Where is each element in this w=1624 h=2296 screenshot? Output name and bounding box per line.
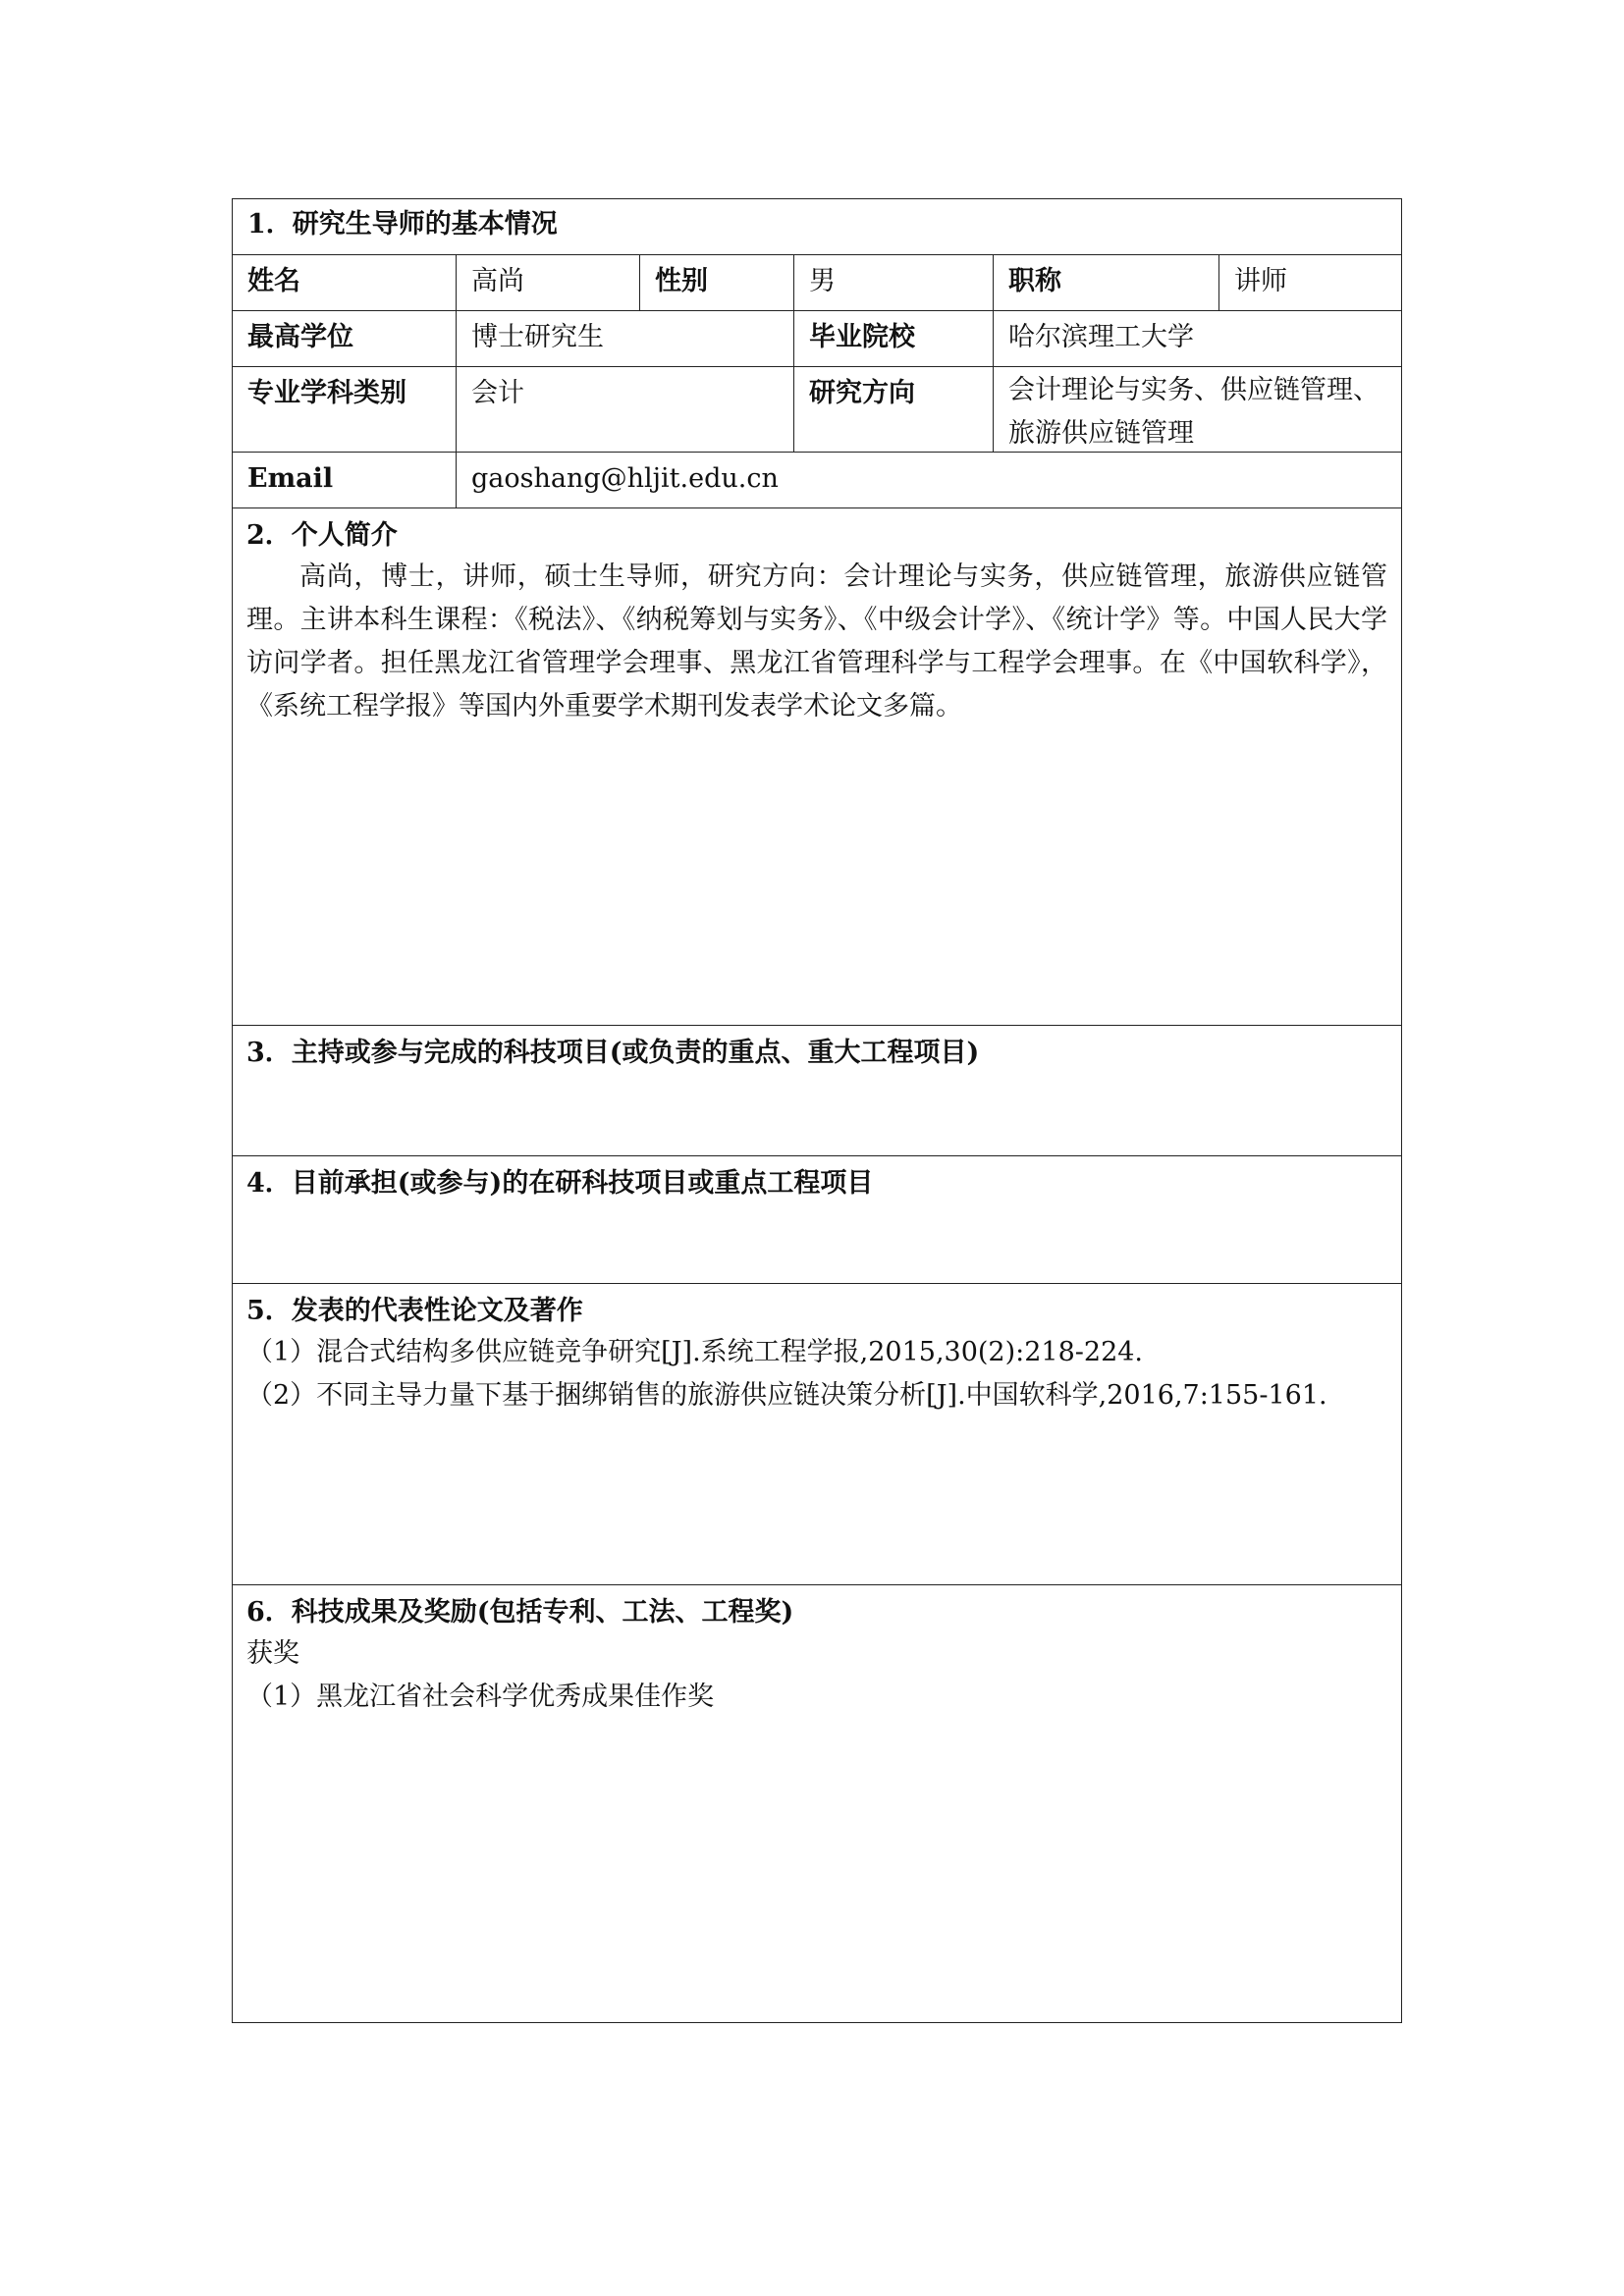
rank-value: 讲师 [1218,255,1401,310]
school-label: 毕业院校 [793,311,993,366]
discipline-label: 专业学科类别 [247,378,406,408]
school-value: 哈尔滨理工大学 [993,311,1401,366]
bio-section [233,507,1401,1025]
research-value: 会计理论与实务、供应链管理、旅游供应链管理 [993,367,1401,452]
email-label: Email [247,463,334,494]
degree-row [233,310,1401,366]
name-value: 高尚 [456,255,639,310]
research-label: 研究方向 [793,367,993,452]
degree-label: 最高学位 [247,322,353,352]
profile-form-table [232,198,1402,2023]
discipline-value: 会计 [456,367,793,452]
awards-title: 6．科技成果及奖励(包括专利、工法、工程奖) [246,1597,794,1628]
email-row [233,452,1401,507]
gender-label: 性别 [639,255,793,310]
paper-item: （1）混合式结构多供应链竞争研究[J].系统工程学报,2015,30(2):218-224. [246,1337,1144,1367]
discipline-row [233,366,1401,452]
paper-item: （2）不同主导力量下基于捆绑销售的旅游供应链决策分析[J].中国软科学,2016,7:155-161. [246,1380,1327,1411]
gender-value: 男 [793,255,993,310]
bio-title: 2．个人简介 [246,520,398,551]
basic-info-title-row [233,199,1401,254]
award-item: （1）黑龙江省社会科学优秀成果佳作奖 [246,1682,715,1712]
name-label: 姓名 [247,266,300,296]
completed-projects-title: 3．主持或参与完成的科技项目(或负责的重点、重大工程项目) [246,1038,980,1068]
current-projects-title: 4．目前承担(或参与)的在研科技项目或重点工程项目 [246,1168,874,1199]
papers-section [233,1283,1401,1584]
current-projects-section [233,1155,1401,1283]
awards-section [233,1584,1401,2022]
email-value: gaoshang@hljit.edu.cn [456,453,1401,507]
rank-label: 职称 [993,255,1218,310]
awards-subtitle: 获奖 [246,1638,299,1669]
basic-info-title: 1．研究生导师的基本情况 [247,209,558,240]
bio-text: 高尚，博士，讲师，硕士生导师，研究方向：会计理论与实务，供应链管理，旅游供应链管理。主讲本科生课程：《税法》、《纳税筹划与实务》、《中级会计学》、《统计学》等。中国人民大学访问学者。担任黑龙江省管理学会理事、黑龙江省管理科学与工程学会理事。在《中国软科学》，《系统工程学报》等国内外重要学术期刊发表学术论文多篇。 [246,561,1387,721]
papers-title: 5．发表的代表性论文及著作 [246,1296,583,1326]
degree-value: 博士研究生 [456,311,793,366]
completed-projects-section [233,1025,1401,1155]
name-row [233,254,1401,310]
